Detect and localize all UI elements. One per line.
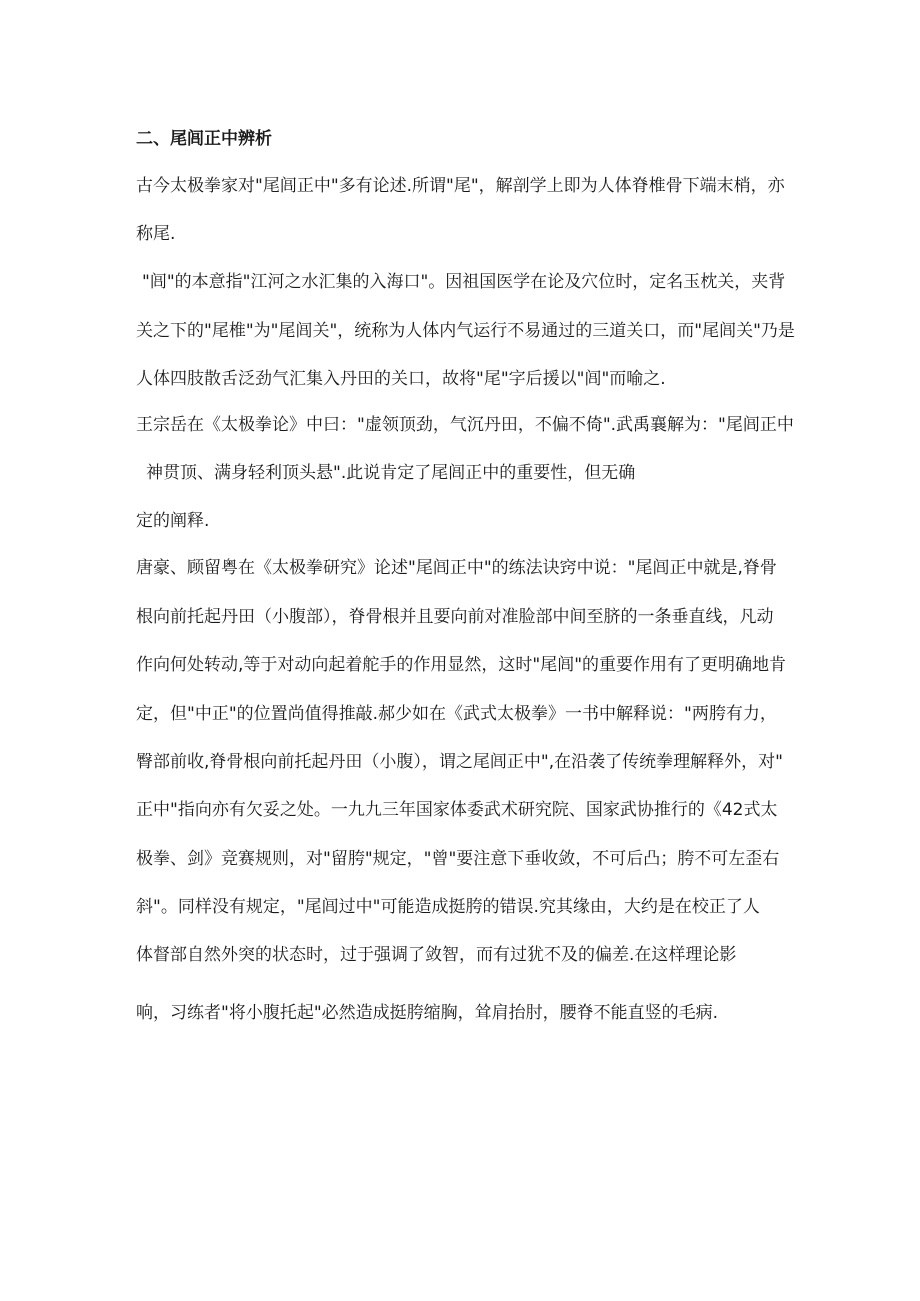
paragraph-line: 关之下的"尾椎"为"尾闾关"，统称为人体内气运行不易通过的三道关口，而"尾闾关"乃是 [136, 321, 795, 341]
paragraph-line: 王宗岳在《太极拳论》中曰："虚领顶劲，气沉丹田，不偏不倚".武禹襄解为："尾闾正中 [136, 415, 794, 435]
paragraph-line: 作向何处转动,等于对动向起着舵手的作用显然，这时"尾闾"的重要作用有了更明确地肯 [136, 655, 787, 675]
paragraph-line: "闾"的本意指"江河之水汇集的入海口"。因祖国医学在论及穴位时，定名玉枕关，夹背 [142, 272, 786, 292]
paragraph-line: 斜"。同样没有规定，"尾闾过中"可能造成挺胯的错误.究其缘由，大约是在校正了人 [136, 897, 760, 917]
paragraph-line: 臀部前收,脊骨根向前托起丹田（小腹），谓之尾闾正中",在沿袭了传统拳理解释外，对" [136, 752, 783, 772]
paragraph-line: 响，习练者"将小腹托起"必然造成挺胯缩胸，耸肩抬肘，腰脊不能直竖的毛病. [136, 1003, 719, 1023]
paragraph-line: 体督部自然外突的状态时，过于强调了敛智，而有过犹不及的偏差.在这样理论影 [136, 945, 737, 965]
paragraph-line: 根向前托起丹田（小腹部），脊骨根并且要向前对准脸部中间至脐的一条垂直线，凡动 [136, 607, 774, 627]
paragraph-line: 定的阐释. [136, 511, 210, 531]
paragraph-line: 称尾. [136, 224, 176, 244]
paragraph-line: 唐豪、顾留粤在《太极拳研究》论述"尾闾正中"的练法诀窍中说："尾闾正中就是,脊骨 [136, 558, 777, 578]
paragraph-line: 定，但"中正"的位置尚值得推敲.郝少如在《武式太极拳》一书中解释说："两胯有力， [136, 704, 777, 724]
paragraph-line: 人体四肢散舌泛劲气汇集入丹田的关口，故将"尾"字后援以"闾"而喻之. [136, 369, 666, 389]
paragraph-line: 正中"指向亦有欠妥之处。一九九三年国家体委武术研究院、国家武协推行的《42式太 [136, 800, 778, 820]
paragraph-line: 神贯顶、满身轻利顶头悬".此说肯定了尾闾正中的重要性，但无确 [146, 463, 636, 483]
paragraph-line: 古今太极拳家对"尾闾正中"多有论述.所谓"尾"，解剖学上即为人体脊椎骨下端末梢，亦 [136, 176, 785, 196]
section-heading: 二、尾闾正中辨析 [136, 129, 272, 149]
paragraph-line: 极拳、剑》竞赛规则，对"留胯"规定，"曾"要注意下垂收敛，不可后凸；胯不可左歪右 [136, 849, 780, 869]
